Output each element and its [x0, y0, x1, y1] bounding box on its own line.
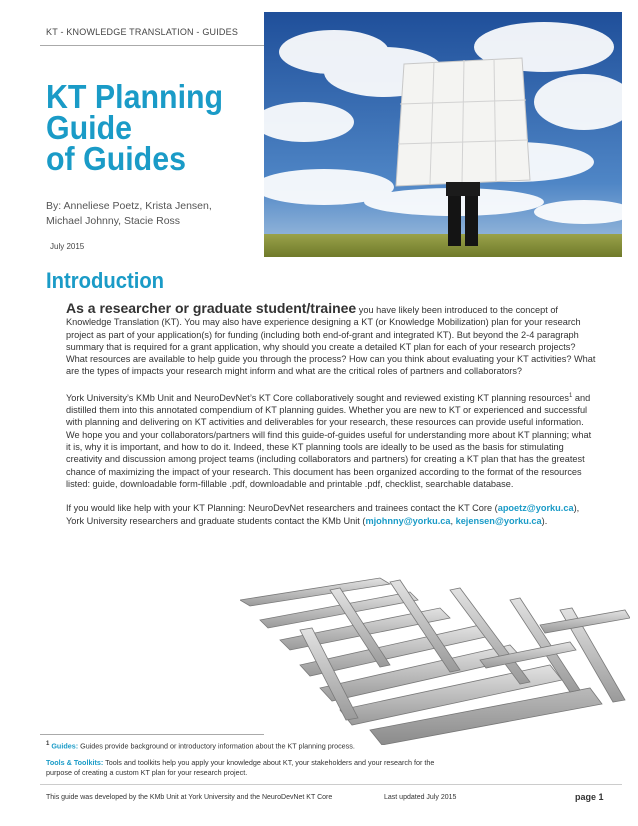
footnote-1	[46, 741, 355, 750]
title-line-1: KT Planning	[46, 78, 224, 115]
email-separator: ,	[450, 515, 456, 526]
footnote-2	[46, 758, 446, 777]
maze-illustration	[240, 570, 630, 745]
paragraph-2-text-a: York University’s KMb Unit and NeuroDevNet’s KT Core collaboratively sought and reviewed existing KT planning resources	[66, 392, 570, 403]
footnote-divider	[40, 734, 264, 735]
authors-line-2: Michael Johnny, Stacie Ross	[46, 215, 181, 227]
paragraph-3-text-a: If you would like help with your KT Planning: NeuroDevNet researchers and trainees contact the KT Core (	[66, 503, 498, 514]
paragraph-2	[66, 390, 598, 490]
email-link-apoetz[interactable]: apoetz@yorku.ca	[497, 503, 574, 514]
header-divider	[40, 45, 264, 46]
authors	[46, 199, 212, 229]
document-title	[46, 78, 224, 177]
footer-divider	[40, 784, 622, 785]
email-link-mjohnny[interactable]: mjohnny@yorku.ca	[365, 515, 451, 526]
footer-updated: Last updated July 2015	[384, 794, 457, 801]
paragraph-1-text: you have likely been introduced to the concept of Knowledge Translation (KT). You may also have experience designing a KT (or Knowledge Mobilization) plan for your research project as part of your application(s) for funding (including both end-of-grant and integrated KT). But beyond the 2-4 paragraph summary that is required for a grant application, why should you create a detailed KT plan for each of your research projects? What resources are available to help guide you through the process? How can you think about evaluating your KT activities? What are the types of impacts your research might inform and what are the critical roles of partners and collaborators?	[66, 305, 596, 377]
paragraph-2-text-b: and distilled them into this annotated compendium of KT planning guides. Whether you are new to KT or experienced and successful with planning and delivering on KT activities and deliverables for your research, these resources can provide useful information. We hope you and your collaborators/partners will find this guide-of-guides useful for understanding more about KT planning; what it is, why it is important, and how to do it. Indeed, these KT planning tools are ideally to be used as the basis for stimulating creativity and discussion among project teams (including collaborators and partners) for creating a KT plan that has the greatest chance of maximizing the impact of your research. This document has been organized according to the format of the resources listed: guide, downloadable form-fillable .pdf, downloadable and printable .pdf, checklist, searchable database.	[66, 392, 592, 489]
footnote-1-text: Guides provide background or introductory information about the KT planning process.	[78, 741, 355, 751]
footnote-1-number: 1	[46, 741, 50, 747]
cover-photo	[264, 12, 622, 257]
lead-phrase: As a researcher or graduate student/trainee	[66, 300, 357, 316]
title-line-3: of Guides	[46, 140, 187, 177]
footnote-1-term: Guides:	[51, 741, 79, 751]
footnote-2-text: Tools and toolkits help you apply your knowledge about KT, your stakeholders and your research for the purpose of creating a custom KT plan for your research project.	[46, 758, 435, 777]
introduction-body	[66, 302, 598, 539]
page-number: page 1	[575, 792, 604, 802]
header-label: KT - KNOWLEDGE TRANSLATION - GUIDES	[46, 27, 239, 37]
authors-line-1: By: Anneliese Poetz, Krista Jensen,	[46, 200, 212, 212]
section-heading: Introduction	[46, 268, 165, 293]
paragraph-3-text-b: ), York University researchers and graduate students contact the KMb Unit (	[66, 503, 580, 526]
footer-credit: This guide was developed by the KMb Unit at York University and the NeuroDevNet KT Core	[46, 794, 333, 801]
paragraph-1	[66, 302, 598, 378]
email-link-kejensen[interactable]: kejensen@yorku.ca	[455, 515, 542, 526]
paragraph-3	[66, 502, 598, 527]
footnote-2-term: Tools & Toolkits:	[46, 758, 104, 767]
paragraph-3-text-c: ).	[541, 515, 548, 526]
footnote-ref[interactable]: 1	[569, 392, 573, 399]
cover-photo-illustration	[264, 12, 622, 257]
title-line-2: Guide	[46, 109, 133, 146]
publication-date: July 2015	[50, 242, 85, 251]
